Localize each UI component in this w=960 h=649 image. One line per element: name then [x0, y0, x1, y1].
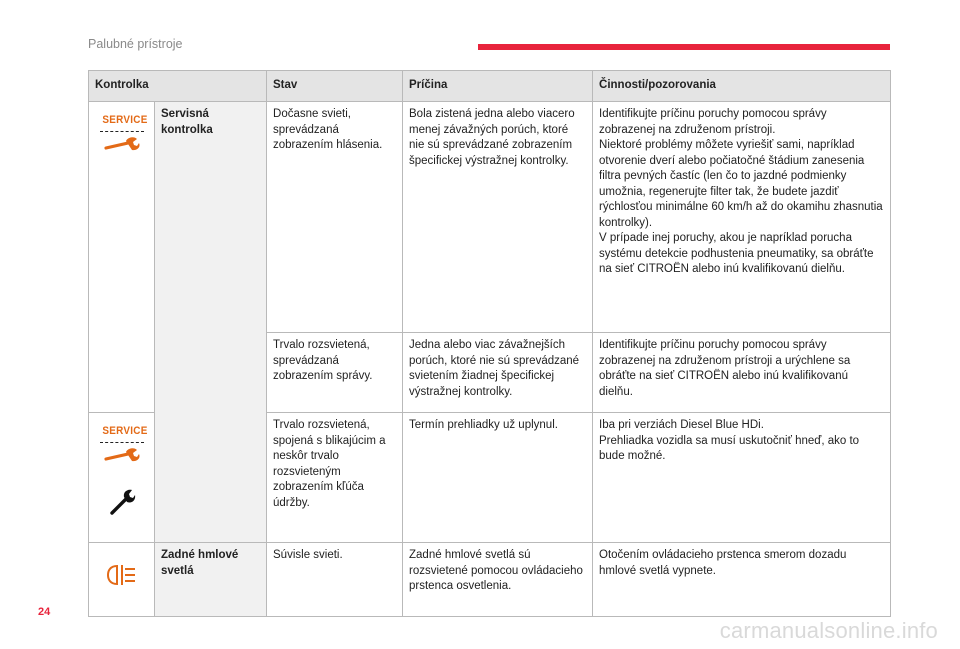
service-wrench-icon [102, 136, 142, 154]
table-row [89, 102, 891, 333]
fog-icon-cell [89, 543, 155, 617]
service-wrench-icon-cell [89, 413, 155, 543]
service-cause-3: Termín prehliadky už uplynul. [403, 413, 593, 543]
column-header-cinnosti: Činnosti/pozorovania [593, 71, 891, 102]
service-label: SERVICE [102, 425, 148, 437]
column-header-kontrolka: Kontrolka [89, 71, 267, 102]
table-header-row [89, 71, 891, 102]
service-action-1: Identifikujte príčinu poruchy pomocou správy zobrazenej na združenom prístroji. Niektoré problémy môžete vyriešiť sami, napríklad otvorenie dverí alebo počiatočné štádium zanesenia filtra pevných častíc (len čo to jazdné podmienky umožnia, regenerujte filter tak, že budete jazdiť rýchlosťou minimálne 60 km/h až do okamihu zhasnutia kontrolky). V prípade inej poruchy, akou je napríklad porucha systému detekcie podhustenia pneumatiky, sa obráťte na sieť CITROËN alebo inú kvalifikovanú dielňu. [593, 102, 891, 333]
table-row [89, 543, 891, 617]
service-label: SERVICE [102, 114, 148, 126]
service-action-2: Identifikujte príčinu poruchy pomocou správy zobrazenej na združenom prístroji a urýchlene sa obráťte na sieť CITROËN alebo inú kvalifikovanú dielňu. [593, 333, 891, 413]
service-indicator-name: Servisná kontrolka [155, 102, 267, 543]
service-cause-1: Bola zistená jedna alebo viacero menej závažných porúch, ktoré nie sú sprevádzané zobrazením špecifickej výstražnej kontrolky. [403, 102, 593, 333]
service-dashes [100, 442, 144, 443]
service-dashes [100, 131, 144, 132]
wrench-icon [107, 487, 137, 517]
fog-action: Otočením ovládacieho prstenca smerom dozadu hmlové svetlá vypnete. [593, 543, 891, 617]
column-header-pricina: Príčina [403, 71, 593, 102]
page-number: 24 [38, 606, 51, 618]
service-state-1: Dočasne svieti, sprevádzaná zobrazením hlásenia. [267, 102, 403, 333]
watermark: carmanualsonline.info [719, 618, 938, 643]
service-state-3: Trvalo rozsvietená, spojená s blikajúcim a neskôr trvalo rozsvieteným zobrazením kľúča údržby. [267, 413, 403, 543]
column-header-stav: Stav [267, 71, 403, 102]
fog-cause: Zadné hmlové svetlá sú rozsvietené pomocou ovládacieho prstenca osvetlenia. [403, 543, 593, 617]
service-action-3: Iba pri verziách Diesel Blue HDi. Prehliadka vozidla sa musí uskutočniť hneď, ako to bude možné. [593, 413, 891, 543]
service-state-2: Trvalo rozsvietená, sprevádzaná zobrazením správy. [267, 333, 403, 413]
service-icon-cell [89, 102, 155, 413]
section-title: Palubné prístroje [88, 37, 183, 51]
fog-state: Súvisle svieti. [267, 543, 403, 617]
service-wrench-icon [102, 447, 142, 465]
rear-fog-light-icon [105, 562, 139, 588]
fog-indicator-name: Zadné hmlové svetlá [155, 543, 267, 617]
header-accent-bar [478, 44, 890, 50]
service-cause-2: Jedna alebo viac závažnejších porúch, ktoré nie sú sprevádzané svietením žiadnej špecifickej výstražnej kontrolky. [403, 333, 593, 413]
indicator-table [88, 70, 891, 617]
